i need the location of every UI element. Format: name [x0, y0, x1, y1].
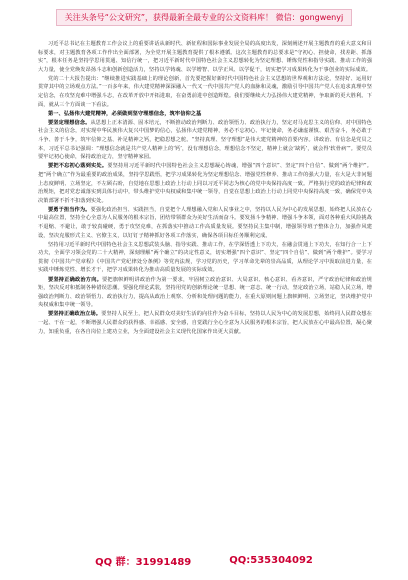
paragraph-6-text: 要把旗帜鲜明讲政治作为第一要求，牢固树立政治意识、大局意识、核心意识、看齐意识，严守政治纪律和政治规矩，坚决反对和抵制各种错误思潮。要强化理论武装，坚持用党的创新理论统一思想、统一意志、统一行动，坚定政治立场，站稳人民立场，增强政治判断力、政治领悟力、政治执行力，提高从政治上观察、分析和处理问题的能力，在重大原则问题上旗帜鲜明、立场坚定，坚决维护党中央权威和集中统一领导。: [38, 276, 372, 309]
top-banner: [0, 4, 408, 30]
paragraph-3b-text: 要坚持用习近平新时代中国特色社会主义思想凝心铸魂，增强“四个意识”、坚定“四个自信”、做到“两个维护”。把“两个确立”作为最重要的政治成果，坚持学思践悟，把学习成果转化为坚定理想信念、增强党性修养、推动工作的强大力量，在大是大非问题上态度鲜明、立场坚定，不左顾右盼，自觉地在思想上政治上行动上同以习近平同志为核心的党中央保持高度一致。严格执行党的政治纪律和政治规矩，把对党忠诚落实到具体行动中，带头维护党中央权威和集中统一领导，自觉在思想上政治上行动上同党中央保持高度一致，确保党中央决策部署不折不扣落到实处。: [38, 163, 373, 204]
paragraph-4: [38, 206, 372, 240]
paragraph-6-lead: 要坚持正确政治方向。: [48, 276, 103, 283]
paragraph-6: [38, 276, 372, 310]
paragraph-3a-lead: 要坚定理想信念。: [48, 119, 91, 126]
footer: [0, 550, 408, 570]
paragraph-3b-lead: 要把不忘初心落到实处。: [48, 163, 108, 170]
paragraph-7-text: 要坚持人民至上，把人民群众对美好生活的向往作为奋斗目标，坚持以人民为中心的发展思想，始终同人民群众想在一起、干在一起，不断增强人民群众的获得感、幸福感、安全感，自觉践行全心全意为人民服务的根本宗旨，把人民放在心中最高位置，凝心聚力，知重负重，在各自岗位上建功立业，为全面建设社会主义现代化国家作出更大贡献。: [38, 311, 372, 335]
section-heading-1: 第一、弘扬伟大建党精神，必须做到坚守理想信念，筑牢信仰之基: [48, 110, 202, 117]
footer-qq-group: QQ 群：31991489: [95, 556, 192, 568]
paragraph-1: 习近平总书记在主题教育工作会议上的重要讲话从新时代、新征程和国际事业发展全局的高度出发，深刻阐述开展主题教育的重大意义和目标要求，对主题教育各项工作作出全面部署，为全党开展主题教育提供了根本遵循。这次主题教育的总要求是“守初心、担使命，找差距、抓落实”，根本任务是坚持学思用贯通、知信行统一，把习近平新时代中国特色社会主义思想转化为坚定理想、锤炼党性和指导实践、推动工作的强大力量，使全党焕发昂扬斗志和创新创造活力，坚持以学铸魂、以学增智、以学正风、以学促干，切实把学习成果转化为干事创业的实际成效。: [38, 41, 372, 73]
paragraph-3a: [38, 119, 372, 162]
paragraph-7-lead: 要坚持正确政治立场。: [48, 311, 102, 318]
paragraph-7: [38, 310, 372, 336]
paragraph-5: 坚持用习近平新时代中国特色社会主义思想武装头脑、指导实践、推动工作，在学深悟透上下功夫，在融会贯通上下功夫，在知行合一上下功夫，全面学习领会党的二十大精神，深刻理解“两个确立”的决定性意义，切实增强“四个意识”、坚定“四个自信”、做到“两个维护”。要学习贯彻《中国共产党章程》《中国共产党纪律处分条例》等党内法规，学习党的历史，学习革命先辈的崇高品质，从理论学习中汲取前进力量，在实践中锤炼党性、增长才干，把学习成果转化为推动高质量发展的实际成效。: [38, 241, 372, 274]
paragraph-4-text: 要强化政治担当、实践担当，自觉把个人理想融入党和人民事业之中，坚持以人民为中心的发展思想，始终把人民放在心中最高位置，坚持全心全意为人民服务的根本宗旨，团结带领群众为美好生活而奋斗。要发扬斗争精神、增强斗争本领，面对各种重大风险挑战不退缩、不避让，敢于较真碰硬，勇于攻坚克难，在抓落实中推动工作高质量发展。要坚持民主集中制，增强领导班子整体合力，加强作风建设，坚决克服形式主义、官僚主义，以钉钉子精神抓好各项工作落实，确保各项目标任务顺利完成。: [38, 206, 372, 239]
banner-text: 关注头条号“公文研究”，获得最新全最专业的公文资料库！ 微信：gongwenyj: [56, 9, 352, 26]
footer-qq-number: QQ:535304092: [229, 554, 313, 566]
paragraph-3a-text: 从思想上正本清源、固本培元，不断推动政治判断力、政治领悟力、政治执行力，坚定对马克思主义的信仰、对中国特色社会主义的信念，对实现中华民族伟大复兴中国梦的信心，弘扬伟大建党精神，务必不忘初心、牢记使命，务必谦虚谨慎、艰苦奋斗，务必敢于斗争、善于斗争，筑牢信仰之基、补足精神之钙，把稳思想之舵。“坚持真理、坚守理想”是伟大建党精神的首要内容。讲政治、有信念是党员之本，习近平总书记强调：“理想信念就是共产党人精神上的‘钙’，没有理想信念，理想信念不坚定，精神上就会‘缺钙’，就会得‘软骨病’”。要党员要牢记初心使命，保持政治定力，坚守精神家园。: [38, 119, 372, 161]
paragraph-3b: [38, 162, 372, 205]
document-body: [38, 40, 372, 336]
paragraph-4-lead: 要勇于担当作为。: [48, 206, 91, 213]
paragraph-2: 党的二十大报告提出：“继续推进实践基础上的理论创新，首先要把握好新时代中国特色社会主义思想的世界观和方法论，坚持好、运用好贯穿其中的立场观点方法。”一百多年来，伟大建党精神深深融入一代又一代中国共产党人的血脉和灵魂，激励引导中国共产党人在追求真理中坚定信念，在攻坚克难中增强斗志，在改革开放中开拓进取，在奋勇前进中创造辉煌。我们要继续大力弘扬伟大建党精神，争取新的更大胜利。下面，就从三个方面谈一下看法。: [38, 75, 372, 108]
